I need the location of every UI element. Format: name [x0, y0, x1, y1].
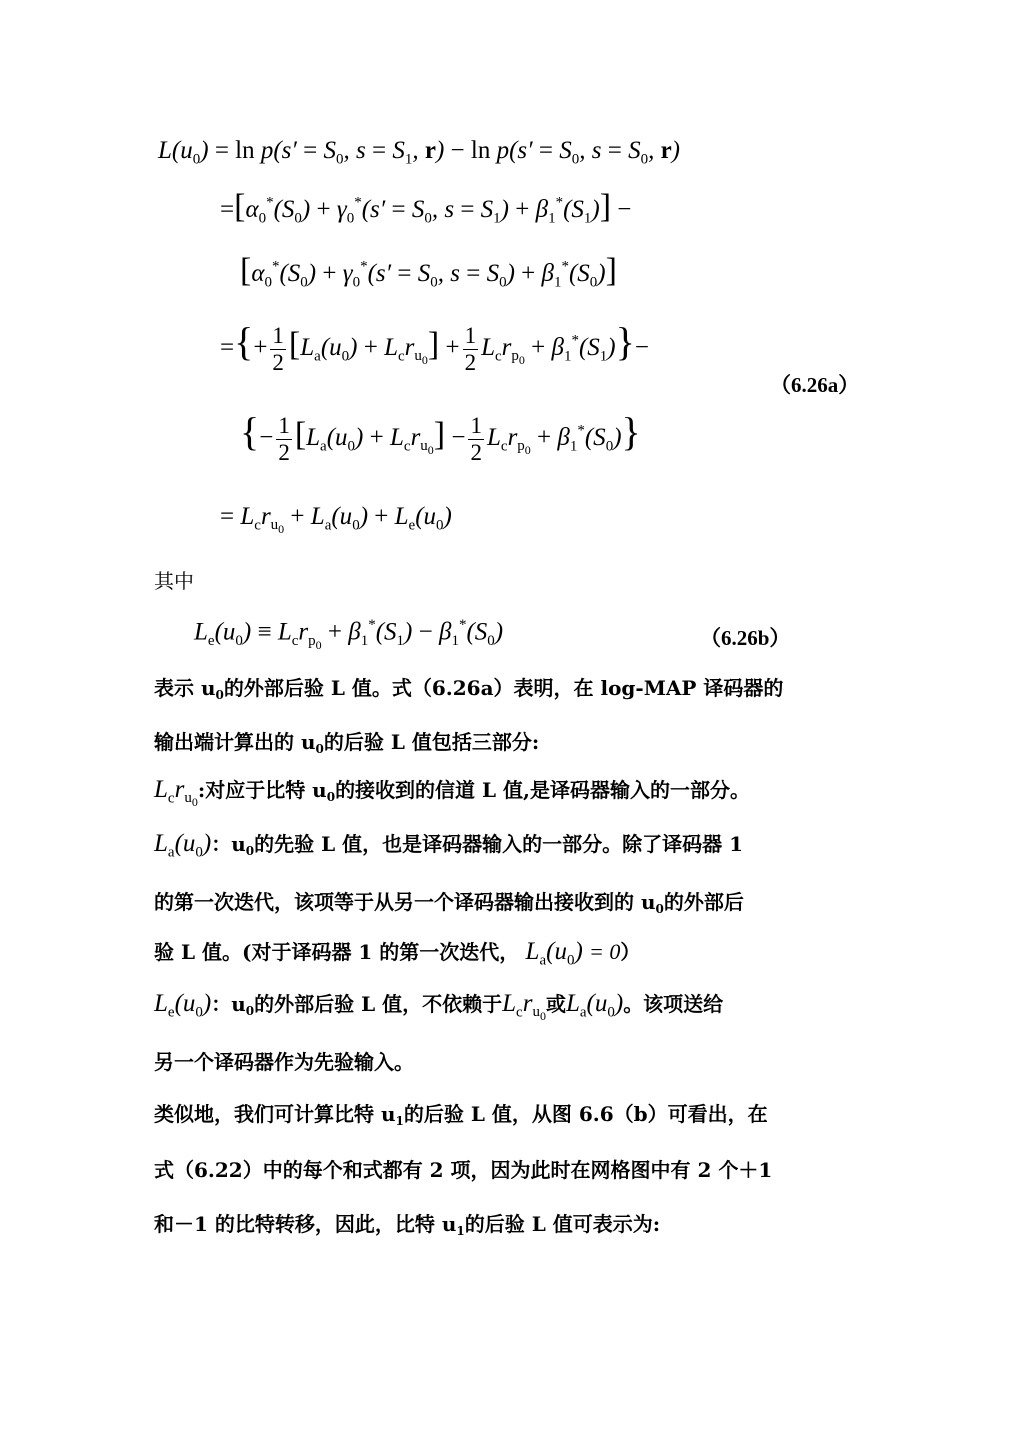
item-1-line-1: $L_cr_{u_0}$:对应于比特 $u_0$的接收到的信道 L 值,是译码器输入的一部分。	[154, 776, 751, 810]
equation-line-3: [$\alpha_0^*(S_0) + \gamma_0^*(s' = S_0$, $s = S_0) + \beta_1^*(S_0)$]	[240, 252, 617, 291]
item-3-line-1: $L_e(u_0)$：$u_0$的外部后验 L 值，不依赖于$L_cr_{u_0}$或$L_a(u_0)$。该项送给	[154, 990, 724, 1024]
item-2-line-1: $L_a(u_0)$：$u_0$的先验 L 值，也是译码器输入的一部分。除了译码器 1	[154, 830, 744, 861]
equation-number-6-26a: （6.26a）	[770, 373, 860, 397]
equation-6-26b: $L_e(u_0) \equiv L_cr_{p_0} + \beta_1^*(S_1) - \beta_1^*(S_0)$	[194, 617, 504, 652]
paragraph-2-line-1: 类似地，我们可计算比特 $u_1$的后验 L 值，从图 6.6（b）可看出，在	[154, 1102, 768, 1129]
paragraph-2-line-2: 式（6.22）中的每个和式都有 2 项，因为此时在网格图中有 2 个＋1	[154, 1158, 773, 1182]
equation-number-6-26b: （6.26b）	[700, 626, 791, 650]
item-2-line-2: 的第一次迭代，该项等于从另一个译码器输出接收到的 $u_0$的外部后	[154, 890, 744, 917]
paragraph-1-line-2: 输出端计算出的 $u_0$的后验 L 值包括三部分:	[154, 730, 540, 757]
item-2-line-3: 验 L 值。(对于译码器 1 的第一次迭代， $L_a(u_0) = 0$）	[154, 938, 641, 969]
equation-line-2: $=[\alpha_0^*(S_0) + \gamma_0^*(s' = S_0$, $s = S_1) + \beta_1^*(S_1)$] −	[220, 188, 632, 227]
item-3-line-2: 另一个译码器作为先验输入。	[154, 1050, 414, 1074]
equation-line-4: ={+ $\frac{1}{2}$ $[L_a(u_0) + L_cr_{u_0}]$ + $\frac{1}{2}$ $L_cr_{p_0} + \beta_1^*(S_1)\}-$	[220, 319, 649, 375]
paragraph-2-line-3: 和－1 的比特转移，因此，比特 $u_1$的后验 L 值可表示为:	[154, 1212, 661, 1239]
equation-line-6: = $L_cr_{u_0} + L_a(u_0) + L_e(u_0)$	[220, 503, 452, 537]
equation-line-1: $L(u_0) = \ln p(s' = S_0$, $s = S_1$, $r) - \ln p(s' = S_0$, $s = S_0$, r)	[158, 137, 680, 168]
paragraph-1-line-1: 表示 $u_0$的外部后验 L 值。式（6.26a）表明，在 log-MAP 译码器的	[154, 676, 784, 703]
equation-line-5: {− $\frac{1}{2}$ $[L_a(u_0) + L_cr_{u_0}]$ − $\frac{1}{2}$ $L_cr_{p_0} + \beta_1^*(S_0)$}	[240, 409, 641, 465]
text-qizhong: 其中	[154, 569, 194, 593]
